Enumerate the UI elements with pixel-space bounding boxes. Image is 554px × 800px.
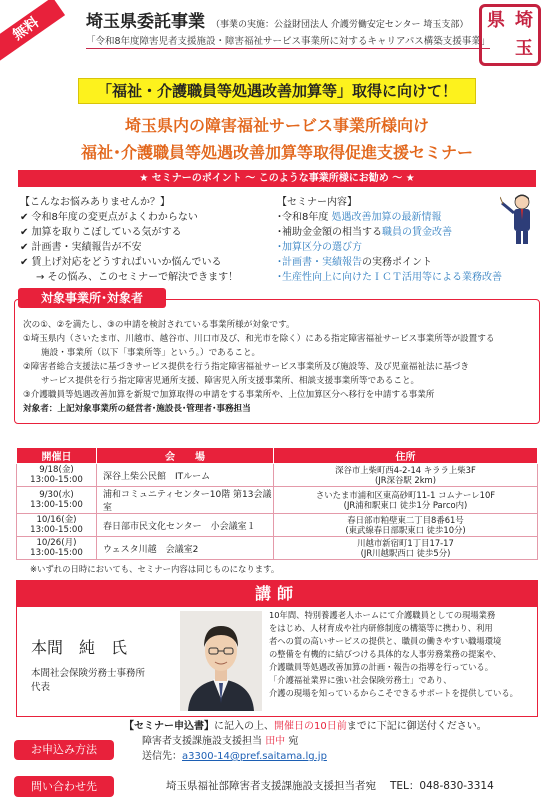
seal-char (482, 35, 510, 63)
venue-cell: 春日部市民文化センター 小会議室１ (97, 514, 274, 537)
headline-line-1: 埼玉県内の障害福祉サービス事業所様向け (124, 116, 429, 135)
venue-cell: 浦和コミュニティセンター10階 第13会議室 (97, 487, 274, 514)
lecturer-bio (269, 609, 537, 700)
bio-line: 介護職員等処遇改善加算の計画・報告の指導を行っている。 (269, 662, 494, 672)
address-line: 春日部市粕壁東二丁目8番61号 (347, 515, 464, 525)
contact-department: 埼玉県福祉部障害者支援課施設支援担当者宛 (166, 780, 376, 792)
contents-item-highlight: ･計画書・実績報告 (277, 257, 362, 268)
schedule-note: ※いずれの日時においても、セミナー内容は同じものになります。 (30, 564, 280, 574)
contact-phone[interactable]: TEL：048-830-3314 (390, 780, 494, 792)
seal-char: 埼 (515, 10, 533, 31)
worry-item: ✔ 加算を取りこぼしている気がする (20, 227, 182, 238)
free-ribbon: 無料 (0, 0, 65, 61)
time-text: 13:00-15:00 (30, 548, 83, 558)
date-text: 9/30(水) (39, 490, 74, 500)
table-row (17, 514, 538, 537)
address-access: (JR浦和駅東口 徒歩1分 Parco内) (343, 500, 468, 510)
lecturer-box (16, 607, 538, 717)
address-access: (JR川越駅西口 徒歩5分) (360, 548, 451, 558)
contents-item-highlight: 処遇改善加算の最新情報 (331, 212, 442, 223)
contact-text (166, 778, 494, 793)
target-people: 対象者：上記対象事業所の経営者･施設長･管理者･事務担当 (23, 404, 251, 414)
worry-item: ✔ 計画書・実績報告が不安 (20, 242, 142, 253)
target-intro: 次の①、②を満たし、③の申請を検討されている事業所様が対象です。 (23, 320, 295, 330)
address-line: 川越市新宿町1丁目17-17 (357, 538, 454, 548)
contents-item (277, 255, 549, 270)
date-cell (17, 537, 97, 560)
address-access: (JR深谷駅 2km) (375, 475, 436, 485)
apply-line-2 (124, 734, 487, 749)
address-access: (東武線春日部駅東口 徒歩10分) (345, 525, 466, 535)
worry-item: ✔ 令和8年度の変更点がよくわからない (20, 212, 198, 223)
bio-line: 介護の現場を知っているからこそできるサポートを提供している。 (269, 688, 518, 698)
contents-item-text: ･補助金金額の相当する (277, 227, 382, 238)
lecturer-name: 本間 純 氏 (31, 638, 128, 657)
implementer-text: （事業の実施：公益財団法人 介護労働安定センター 埼玉支部） (211, 20, 469, 30)
apply-contact-person: 田中 (265, 736, 286, 747)
target-condition-2-cont: サービス提供を行う指定障害児通所支援、障害児入所支援事業所、相談支援事業所等であること。 (41, 376, 420, 386)
column-header-venue: 会 場 (97, 448, 274, 464)
time-text: 13:00-15:00 (30, 475, 83, 485)
target-condition-1-cont: 施設・事業所（以下「事業所等」という。）であること。 (41, 348, 261, 358)
date-text: 10/26(月) (36, 538, 77, 548)
contents-item-text: ･令和8年度 (277, 212, 332, 223)
contents-item-text: の実務ポイント (362, 257, 432, 268)
header-subtitle: 「令和8年度障害児者支援施設・障害福祉サービス事業所に対するキャリアパス構築支援事業」 (86, 33, 490, 49)
header-title (86, 7, 468, 32)
contents-item: ･生産性向上に向けたＩＣＴ活用等による業務改善 (277, 272, 502, 283)
time-text: 13:00-15:00 (30, 525, 83, 535)
apply-send-label: 送信先： (142, 751, 182, 762)
apply-form-name: 【セミナー申込書】 (124, 721, 214, 732)
target-condition-1: ①埼玉県内（さいたま市、川越市、越谷市、川口市及び、和光市を除く）にある指定障害福祉サービス事業所等が設置する (23, 334, 495, 344)
apply-honorific: 宛 (288, 736, 299, 747)
address-cell (274, 464, 538, 487)
teacher-pointing-icon (500, 193, 538, 245)
time-text: 13:00-15:00 (30, 500, 83, 510)
apply-email-link[interactable]: a3300-14@pref.saitama.lg.jp (182, 751, 327, 762)
apply-text-part: までに下記に御送付ください。 (346, 721, 487, 732)
apply-text (124, 719, 487, 764)
schedule-table (16, 447, 538, 560)
contents-item-highlight: 職員の賃金改善 (382, 227, 452, 238)
apply-line-1 (124, 719, 487, 734)
prefecture-seal (479, 4, 541, 66)
contents-title: 【セミナー内容】 (277, 197, 357, 208)
apply-line-3 (124, 749, 487, 764)
lecturer-photo (180, 611, 262, 711)
bio-line: をはじめ、人材育成や社内研修制度の構築等に携わり、利用 (269, 623, 493, 633)
venue-cell: 深谷上柴公民館 ITルーム (97, 464, 274, 487)
target-condition-3: ③介護職員等処遇改善加算を新規で加算取得の申請をする事業所や、上位加算区分へ移行を申請する事業所 (23, 390, 435, 400)
worries-title: 【こんなお悩みありませんか？】 (20, 197, 170, 208)
address-line: さいたま市浦和区東高砂町11-1 コムナーレ10F (315, 490, 496, 500)
address-cell (274, 537, 538, 560)
header-title-text: 埼玉県委託事業 (86, 12, 205, 32)
table-row (17, 487, 538, 514)
address-line: 深谷市上柴町西4-2-14 キララ上柴3F (335, 465, 476, 475)
bio-line: 10年間、特別養護老人ホームにて介護職員としての現場業務 (269, 610, 496, 620)
date-text: 10/16(金) (36, 515, 77, 525)
contents-item: ･加算区分の選び方 (277, 242, 362, 253)
lecturer-role: 代表 (31, 682, 51, 693)
date-cell (17, 514, 97, 537)
headline-line-2: 福祉･介護職員等処遇改善加算等取得促進支援セミナー (80, 143, 473, 162)
worries-list (20, 195, 270, 285)
address-cell (274, 487, 538, 514)
apply-department: 障害者支援課施設支援担当 (142, 736, 262, 747)
seal-char: 玉 (515, 38, 533, 59)
apply-deadline: 開催日の10日前 (274, 721, 347, 732)
seal-char: 県 (487, 10, 505, 31)
lecturer-affiliation (31, 667, 145, 695)
contact-label: 問い合わせ先 (14, 776, 114, 797)
table-row (17, 464, 538, 487)
venue-cell: ウェスタ川越 会議室2 (97, 537, 274, 560)
bio-line: 「介護福祉業界に強い社会保険労務士」であり、 (269, 675, 452, 685)
column-header-address: 住所 (274, 448, 538, 464)
table-header-row (17, 448, 538, 464)
date-cell (17, 487, 97, 514)
target-box (14, 299, 540, 424)
headline-box: 「福祉・介護職員等処遇改善加算等」取得に向けて！ (78, 78, 476, 104)
target-condition-2: ②障害者総合支援法に基づきサービス提供を行う指定障害福祉サービス事業所及び施設等、及び児童福祉法に基づき (23, 362, 469, 372)
table-row (17, 537, 538, 560)
date-text: 9/18(金) (39, 465, 74, 475)
seminar-point-bar: ★ セミナーのポイント ～ このような事業所様にお勧め ～ ★ (18, 170, 536, 187)
lecturer-heading: 講師 (16, 580, 538, 607)
date-cell (17, 464, 97, 487)
address-cell (274, 514, 538, 537)
bio-line: 者への質の高いサービスの提供と、職員の働きやすい職場環境 (269, 636, 502, 646)
apply-text-part: に記入の上、 (214, 721, 274, 732)
worry-item: ✔ 賃上げ対応をどうすればいいか悩んでいる (20, 257, 222, 268)
bio-line: の整備を有機的に結びつける具体的な人事労務業務の提案や、 (269, 649, 502, 659)
target-tab: 対象事業所･対象者 (18, 288, 166, 308)
lecturer-office: 本間社会保険労務士事務所 (31, 668, 146, 679)
worries-conclusion: → その悩み、このセミナーで解決できます！ (36, 272, 239, 283)
column-header-date: 開催日 (17, 448, 97, 464)
apply-label: お申込み方法 (14, 740, 114, 760)
